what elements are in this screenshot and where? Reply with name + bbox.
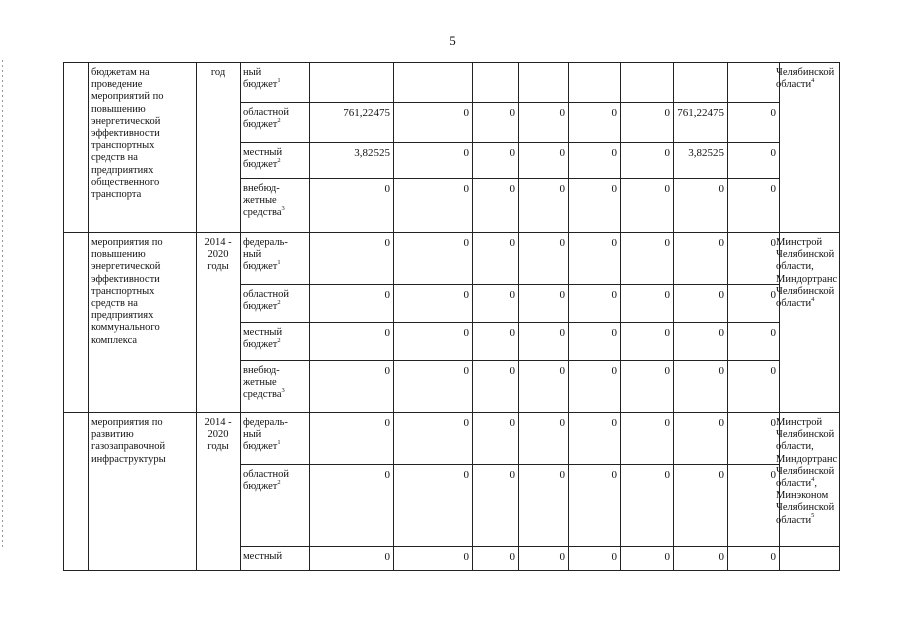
- executor-cell: Минстрой Челябинской области, Миндортранс Челябинской области$^4$: [776, 237, 838, 310]
- value-cell: 0: [463, 147, 469, 159]
- value-cell: 0: [463, 327, 469, 339]
- value-cell: 0: [718, 469, 724, 481]
- value-cell: 0: [559, 469, 565, 481]
- period-cell: год: [210, 67, 226, 78]
- vertical-rule-main-4: [839, 62, 840, 570]
- value-cell: 0: [559, 183, 565, 195]
- value-cell: 0: [509, 417, 515, 429]
- funding-source: областной бюджет$^2$: [243, 289, 289, 313]
- table-border-top: [63, 62, 839, 63]
- value-cell: 0: [559, 365, 565, 377]
- funding-source: ный бюджет$^1$: [243, 67, 281, 91]
- margin-perforation: [2, 60, 3, 550]
- value-cell: 0: [463, 365, 469, 377]
- value-cell: 0: [664, 147, 670, 159]
- value-cell: 0: [664, 551, 670, 563]
- value-cell: 0: [463, 417, 469, 429]
- value-cell: 0: [611, 327, 617, 339]
- value-cell: 0: [611, 147, 617, 159]
- vertical-rule-main-0: [63, 62, 64, 570]
- value-cell: 761,22475: [677, 107, 724, 119]
- value-cell: 0: [664, 327, 670, 339]
- block-separator: [63, 412, 839, 413]
- value-cell: 0: [384, 365, 390, 377]
- value-cell: 0: [664, 183, 670, 195]
- value-cell: 0: [384, 551, 390, 563]
- budget-table: [63, 62, 839, 570]
- value-cell: 0: [463, 289, 469, 301]
- value-cell: 0: [384, 469, 390, 481]
- value-cell: 3,82525: [688, 147, 724, 159]
- vertical-rule-main-1: [88, 62, 89, 570]
- value-cell: 0: [664, 469, 670, 481]
- executor-cell: Челябинской области$^4$: [776, 67, 835, 91]
- funding-source: областной бюджет$^2$: [243, 107, 289, 131]
- value-cell: 0: [718, 327, 724, 339]
- value-cell: 0: [664, 107, 670, 119]
- value-cell: 0: [463, 551, 469, 563]
- row-separator: [240, 322, 779, 323]
- value-cell: 0: [463, 183, 469, 195]
- funding-source: внебюд- жетные средства$^3$: [243, 183, 285, 219]
- funding-source: местный бюджет$^2$: [243, 147, 283, 171]
- row-separator: [240, 142, 779, 143]
- value-cell: 0: [559, 417, 565, 429]
- value-cell: 0: [463, 237, 469, 249]
- value-cell: 0: [770, 147, 776, 159]
- row-separator: [240, 546, 779, 547]
- value-cell: 0: [559, 551, 565, 563]
- value-cell: 0: [664, 417, 670, 429]
- value-cell: 0: [770, 107, 776, 119]
- value-cell: 0: [770, 365, 776, 377]
- value-cell: 0: [611, 417, 617, 429]
- executor-cell: Минстрой Челябинской области, Миндортранс Челябинской области$^4$, Минэконом Челябинской области$^5$: [776, 417, 838, 526]
- value-cell: 0: [611, 183, 617, 195]
- row-separator: [240, 284, 779, 285]
- value-cell: 761,22475: [343, 107, 390, 119]
- value-cell: 0: [718, 289, 724, 301]
- value-cell: 0: [718, 365, 724, 377]
- value-cell: 0: [509, 289, 515, 301]
- row-separator: [240, 464, 779, 465]
- funding-source: местный: [243, 551, 283, 562]
- value-cell: 0: [770, 237, 776, 249]
- value-cell: 0: [611, 289, 617, 301]
- period-cell: 2014 - 2020 годы: [204, 237, 232, 273]
- value-cell: 0: [559, 107, 565, 119]
- funding-source: местный бюджет$^2$: [243, 327, 283, 351]
- value-cell: 0: [384, 237, 390, 249]
- activity-description: мероприятия по развитию газозаправочной инфраструктуры: [91, 417, 166, 465]
- activity-description: мероприятия по повышению энергетической эффективности транспортных средств на предприятиях коммунального комплекса: [91, 237, 163, 346]
- value-cell: 0: [718, 183, 724, 195]
- period-cell: 2014 - 2020 годы: [204, 417, 232, 453]
- value-cell: 0: [509, 551, 515, 563]
- value-cell: 0: [770, 469, 776, 481]
- row-separator: [240, 178, 779, 179]
- funding-source: областной бюджет$^2$: [243, 469, 289, 493]
- activity-description: бюджетам на проведение мероприятий по повышению энергетической эффективности транспортных средств на предприятиях общественного транспорта: [91, 67, 164, 201]
- row-separator: [240, 360, 779, 361]
- value-cell: 0: [509, 147, 515, 159]
- executor-separator: [779, 546, 839, 547]
- value-cell: 0: [384, 417, 390, 429]
- funding-source: федераль- ный бюджет$^1$: [243, 237, 288, 273]
- value-cell: 0: [559, 237, 565, 249]
- value-cell: 0: [718, 237, 724, 249]
- value-cell: 0: [664, 365, 670, 377]
- row-separator: [240, 102, 779, 103]
- value-cell: 0: [509, 327, 515, 339]
- block-separator: [63, 232, 839, 233]
- value-cell: 0: [611, 551, 617, 563]
- table-border-bottom: [63, 570, 840, 571]
- value-cell: 0: [664, 237, 670, 249]
- value-cell: 0: [664, 289, 670, 301]
- vertical-rule-main-3: [240, 62, 241, 570]
- value-cell: 0: [463, 107, 469, 119]
- value-cell: 0: [509, 183, 515, 195]
- vertical-rule-main-2: [196, 62, 197, 570]
- value-cell: 0: [509, 107, 515, 119]
- value-cell: 0: [770, 551, 776, 563]
- value-cell: 0: [718, 417, 724, 429]
- value-cell: 0: [770, 289, 776, 301]
- value-cell: 0: [559, 147, 565, 159]
- value-cell: 0: [509, 365, 515, 377]
- page-number: 5: [449, 33, 456, 48]
- value-cell: 0: [611, 237, 617, 249]
- value-cell: 0: [770, 417, 776, 429]
- value-cell: 0: [770, 183, 776, 195]
- value-cell: 0: [611, 469, 617, 481]
- value-cell: 0: [384, 327, 390, 339]
- funding-source: федераль- ный бюджет$^1$: [243, 417, 288, 453]
- value-cell: 0: [509, 237, 515, 249]
- value-cell: 3,82525: [354, 147, 390, 159]
- value-cell: 0: [559, 289, 565, 301]
- value-cell: 0: [770, 327, 776, 339]
- value-cell: 0: [718, 551, 724, 563]
- value-cell: 0: [559, 327, 565, 339]
- value-cell: 0: [611, 107, 617, 119]
- value-cell: 0: [384, 183, 390, 195]
- funding-source: внебюд- жетные средства$^3$: [243, 365, 285, 401]
- value-cell: 0: [384, 289, 390, 301]
- value-cell: 0: [611, 365, 617, 377]
- value-cell: 0: [463, 469, 469, 481]
- value-cell: 0: [509, 469, 515, 481]
